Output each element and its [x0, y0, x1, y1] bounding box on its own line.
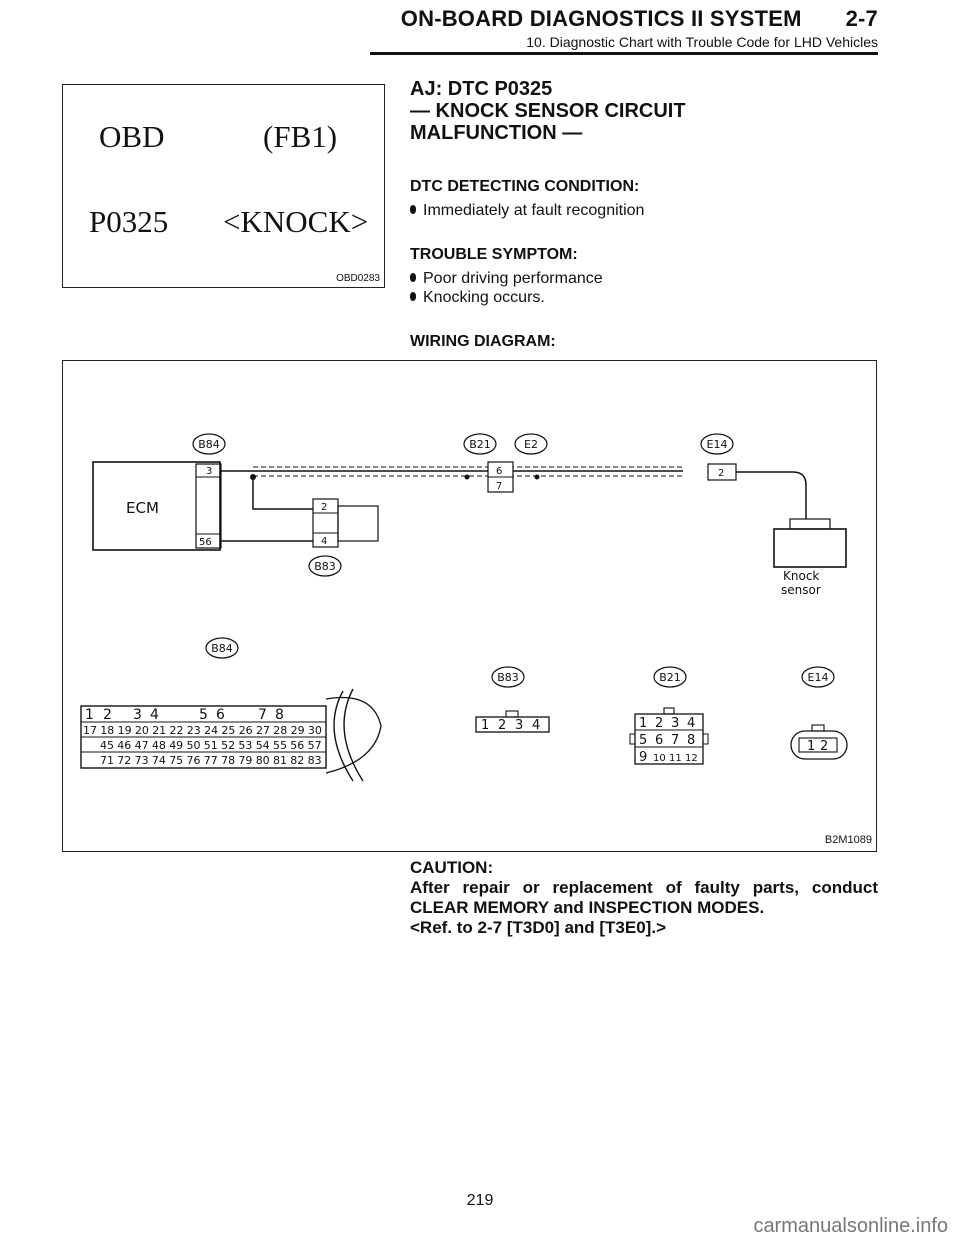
b84-tag-text: B84 [198, 438, 220, 451]
caution-body: After repair or replacement of faulty parts, conduct CLEAR MEMORY and INSPECTION MODES. [410, 878, 878, 917]
e14-pin-2: 2 [718, 468, 725, 479]
watermark: carmanualsonline.info [753, 1215, 948, 1237]
b84-face-pin: 52 [221, 739, 236, 752]
obd-screen-figure [62, 84, 385, 288]
b84-pin-3: 3 [206, 466, 213, 477]
caution-block [410, 858, 878, 938]
b84-face-pin: 54 [255, 739, 270, 752]
header-rule [370, 52, 878, 55]
b21-face-pin: 5 [639, 733, 648, 748]
e2-tag-text: E2 [524, 438, 538, 451]
b84-face-pin: 71 [100, 754, 114, 767]
e14-face-tag: E14 [807, 671, 829, 684]
b84-face-pin: 83 [307, 754, 322, 767]
b83-face-pin: 1 [481, 718, 490, 733]
b21-face-pin: 8 [687, 733, 696, 748]
screen-obd-text: OBD [99, 119, 165, 154]
b84-face-pin: 8 [275, 707, 284, 723]
b21-tag-text: B21 [469, 438, 491, 451]
b21-face-pin: 7 [671, 733, 680, 748]
b21-face-pin: 3 [671, 716, 680, 731]
sensor-label: sensor [781, 583, 821, 597]
sensor-label: Knock [783, 569, 820, 583]
b84-face-tag: B84 [211, 642, 233, 655]
b83-pin-4: 4 [321, 536, 328, 547]
b21-face-pin: 6 [655, 733, 664, 748]
symptom-item: Poor driving performance [410, 270, 603, 288]
wiring-heading: WIRING DIAGRAM: [410, 333, 556, 350]
b83-tag-text: B83 [314, 560, 336, 573]
b84-face-pin: 82 [290, 754, 305, 767]
b21-face-pin: 11 [669, 753, 682, 764]
b84-face-pin: 5 [199, 707, 208, 723]
b84-face-pin: 49 [169, 739, 184, 752]
b84-face-pin: 55 [273, 739, 287, 752]
screen-mode-text: (FB1) [263, 119, 338, 154]
b84-face-pin: 78 [221, 754, 236, 767]
b84-face-pin: 81 [273, 754, 287, 767]
b84-face-pin: 17 [83, 724, 97, 737]
b84-face-pin: 76 [186, 754, 201, 767]
b21-pin-6: 6 [496, 466, 503, 477]
detecting-item: Immediately at fault recognition [410, 202, 644, 220]
b84-face-pin: 77 [203, 754, 218, 767]
e14-face-pin: 2 [820, 739, 829, 754]
b84-face-pin: 7 [258, 707, 267, 723]
b84-face-pin: 46 [117, 739, 132, 752]
b84-face-pin: 6 [216, 707, 225, 723]
caution-ref: <Ref. to 2-7 [T3D0] and [T3E0].> [410, 918, 666, 937]
b84-face-pin: 79 [238, 754, 253, 767]
e2-pin-7: 7 [496, 481, 503, 492]
screen-knock-text: <KNOCK> [223, 204, 369, 239]
b84-face-pin: 29 [290, 724, 305, 737]
b84-face-pin: 45 [100, 739, 114, 752]
b84-face-pin: 57 [307, 739, 322, 752]
page-number: 219 [466, 1192, 494, 1209]
b21-face-pin: 9 [639, 750, 648, 765]
b83-face-tag: B83 [497, 671, 519, 684]
b84-face-pin: 47 [134, 739, 149, 752]
b84-face-pin: 56 [290, 739, 305, 752]
b21-face-pin: 10 [653, 753, 666, 764]
b84-face-pin: 25 [221, 724, 236, 737]
b84-face-pin: 26 [238, 724, 253, 737]
b84-face-pin: 74 [151, 754, 166, 767]
b84-face-pin: 27 [256, 724, 270, 737]
b21-face-pin: 1 [639, 716, 648, 731]
e14-tag-text: E14 [706, 438, 728, 451]
b84-face-pin: 73 [134, 754, 149, 767]
b84-face-pin: 4 [150, 707, 159, 723]
b84-face-pin: 72 [117, 754, 132, 767]
b84-face-pin: 20 [134, 724, 149, 737]
wiring-diagram [62, 360, 877, 852]
symptom-heading: TROUBLE SYMPTOM: [410, 246, 578, 263]
b84-face-pin: 50 [186, 739, 201, 752]
b21-face-pin: 2 [655, 716, 664, 731]
b83-face-pin: 2 [498, 718, 507, 733]
b84-face-pin: 24 [204, 724, 219, 737]
b84-pin-56: 56 [199, 537, 212, 548]
b84-face-pin: 53 [238, 739, 253, 752]
b83-face-pin: 4 [532, 718, 541, 733]
b84-face-pin: 1 [85, 707, 94, 723]
ecm-label: ECM [126, 499, 159, 517]
e14-face-pin: 1 [807, 739, 816, 754]
detecting-heading: DTC DETECTING CONDITION: [410, 178, 640, 195]
b84-face-pin: 51 [203, 739, 218, 752]
b84-face-pin: 80 [255, 754, 270, 767]
b84-face-pin: 75 [169, 754, 184, 767]
b83-pin-2: 2 [321, 502, 328, 513]
header-subtitle: 10. Diagnostic Chart with Trouble Code for LHD Vehicles [526, 34, 878, 50]
b84-face-pin: 28 [273, 724, 288, 737]
b84-face-pin: 21 [152, 724, 167, 737]
b21-face-pin: 4 [687, 716, 696, 731]
b84-face-pin: 23 [186, 724, 201, 737]
screen-code-text: P0325 [89, 204, 169, 239]
b84-face-pin: 2 [103, 707, 112, 723]
caution-heading: CAUTION: [410, 858, 494, 877]
b21-face-pin: 12 [685, 753, 698, 764]
b21-face-tag: B21 [659, 671, 681, 684]
b83-face-pin: 3 [515, 718, 524, 733]
b84-face-pin: 22 [169, 724, 184, 737]
b84-face-pin: 19 [117, 724, 132, 737]
header-title: ON-BOARD DIAGNOSTICS II SYSTEM 2-7 [400, 6, 878, 31]
screen-caption: OBD0283 [336, 273, 380, 284]
diagram-caption: B2M1089 [824, 834, 872, 846]
symptom-item: Knocking occurs. [410, 289, 545, 307]
knock-sensor [774, 529, 846, 567]
dtc-title: AJ: DTC P0325 — KNOCK SENSOR CIRCUIT MALFUNCTION — [410, 78, 686, 144]
b84-face-pin: 30 [307, 724, 322, 737]
b84-face-pin: 18 [100, 724, 115, 737]
b84-face-pin: 48 [151, 739, 166, 752]
b84-face-pin: 3 [133, 707, 142, 723]
